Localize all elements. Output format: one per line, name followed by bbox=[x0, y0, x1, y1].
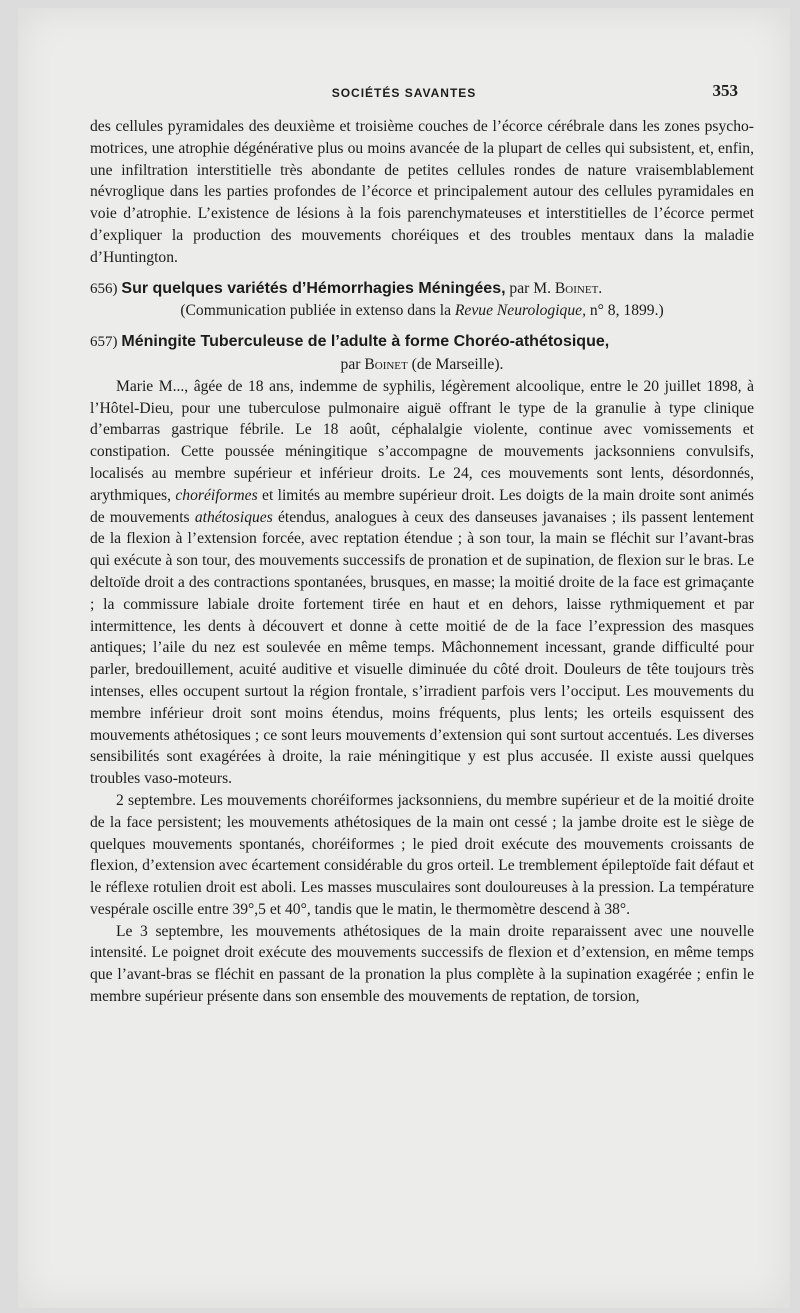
entry-title: Méningite Tuberculeuse de l’adulte à forme Choréo-athétosique, bbox=[121, 333, 610, 351]
entry-656-note bbox=[90, 300, 754, 322]
note-text-end: n° 8, 1899.) bbox=[585, 302, 664, 320]
case-paragraph-1 bbox=[90, 376, 754, 790]
entry-author: Boinet. bbox=[554, 279, 603, 297]
italic-term: choréiformes bbox=[175, 486, 258, 504]
entry-author: Boinet bbox=[364, 355, 408, 373]
journal-name: Revue Neurologique, bbox=[454, 302, 586, 320]
entry-657-byline bbox=[90, 354, 754, 376]
entry-number: 656) bbox=[90, 280, 118, 297]
entry-657 bbox=[90, 331, 754, 1008]
entry-title: Sur quelques variétés d’Hémorrhagies Méningées, bbox=[121, 279, 506, 297]
article-body bbox=[90, 116, 754, 1008]
running-head: SOCIÉTÉS SAVANTES bbox=[331, 86, 477, 100]
page-number: 353 bbox=[712, 81, 738, 100]
entry-656-heading bbox=[90, 278, 754, 301]
text-run: et limités au membre supérieur droit. Les doigts de la main droite sont animés de mouvements bbox=[90, 486, 754, 526]
page-header bbox=[18, 81, 790, 104]
entry-place: (de Marseille). bbox=[407, 355, 504, 373]
case-paragraph-3: Le 3 septembre, les mouvements athétosiques de la main droite reparaissent avec une nouvelle intensité. Le poignet droit exécute des mouvements successifs de flexion et d’extension, en même temps que l’avant-bras se fléchit en passant de la pronation la plus complète à la supination exagérée ; enfin le membre supérieur présente dans son ensemble des mouvements de reptation, de torsion, bbox=[90, 922, 754, 1006]
text-run: Marie M..., âgée de 18 ans, indemme de syphilis, légèrement alcoolique, entre le 20 juillet 1898, à l’Hôtel-Dieu, pour une tuberculose pulmonaire aiguë offrant le type de la granulie à type clinique d’embarras gastrique fébrile. Le 18 août, céphalalgie violente, continue avec vomissements et constipation. Cette poussée méningitique s’accompagne de mouvements jacksonniens convulsifs, localisés au membre supérieur et inférieur droits. Le 24, ces mouvements sont lents, désordonnés, arythmiques, bbox=[90, 377, 754, 504]
note-text: (Communication publiée in extenso dans la bbox=[180, 302, 455, 320]
italic-term: athétosiques bbox=[194, 508, 273, 526]
entry-number: 657) bbox=[90, 334, 118, 351]
entry-by: par bbox=[340, 355, 365, 373]
continuation-paragraph: des cellules pyramidales des deuxième et troisième couches de l’écorce cérébrale dans les zones psycho-motrices, une atrophie dégénérative plus ou moins avancée de la plupart de celles qui subsistent, et, enfin, une infiltration interstitielle très abondante de petites cellules rondes de nature vraisemblablement névroglique dans les parties profondes de l’écorce et principalement autour des cellules pyramidales en voie d’atrophie. L’existence de lésions à la fois parenchymateuses et interstitielles de l’écorce permet d’expliquer la production des mouvements choréiques et des troubles mentaux dans la maladie d’Huntington. bbox=[90, 118, 754, 266]
entry-656 bbox=[90, 278, 754, 323]
text-run: étendus, analogues à ceux des danseuses javanaises ; ils passent lentement de la flexion à l’extension forcée, avec reptation étendue ; à son tour, la main se fléchit sur l’avant-bras qui exécute à son tour, des mouvements successifs de pronation et de supination, de flexion sur le bras. Le deltoïde droit a des contractions spontanées, brusques, en masse; la moitié droite de la face est grimaçante ; la commissure labiale droite fortement tirée en haut et en dehors, laisse rythmiquement et par intermittence, les dents à découvert et donne à cette moitié de de la face l’expression des masques antiques; l’aile du nez est soulevée en même temps. Mâchonnement incessant, grande difficulté pour parler, bredouillement, acuité auditive et visuelle diminuée du côté droit. Douleurs de tête toujours très intenses, elles occupent surtout la région frontale, s’irradient parfois vers l’occiput. Les mouvements du membre inférieur droit sont moins étendus, moins fréquents, plus lents; les orteils esquissent des mouvements athétosiques ; ce sont leurs mouvements d’extension qui sont surtout accentués. Les diverses sensibilités sont exagérées à droite, la raie méningitique y est plus accusée. Il existe aussi quelques troubles vaso-moteurs. bbox=[90, 508, 754, 788]
case-paragraph-2: 2 septembre. Les mouvements choréiformes jacksonniens, du membre supérieur et de la moitié droite de la face persistent; les mouvements athétosiques de la main ont cessé ; la jambe droite est le siège de quelques mouvements spontanés, choréiformes ; le pied droit exécute des mouvements croissants de flexion, d’extension avec écartement considérable du gros orteil. Le tremblement épileptoïde fait défaut et le réflexe rotulien droit est aboli. Les masses musculaires sont douloureuses à la pression. La température vespérale oscille entre 39°,5 et 40°, tandis que le matin, le thermomètre descend à 38°. bbox=[90, 791, 754, 918]
entry-657-heading bbox=[90, 331, 754, 354]
page bbox=[18, 8, 790, 1308]
entry-by: par M. bbox=[505, 279, 555, 297]
